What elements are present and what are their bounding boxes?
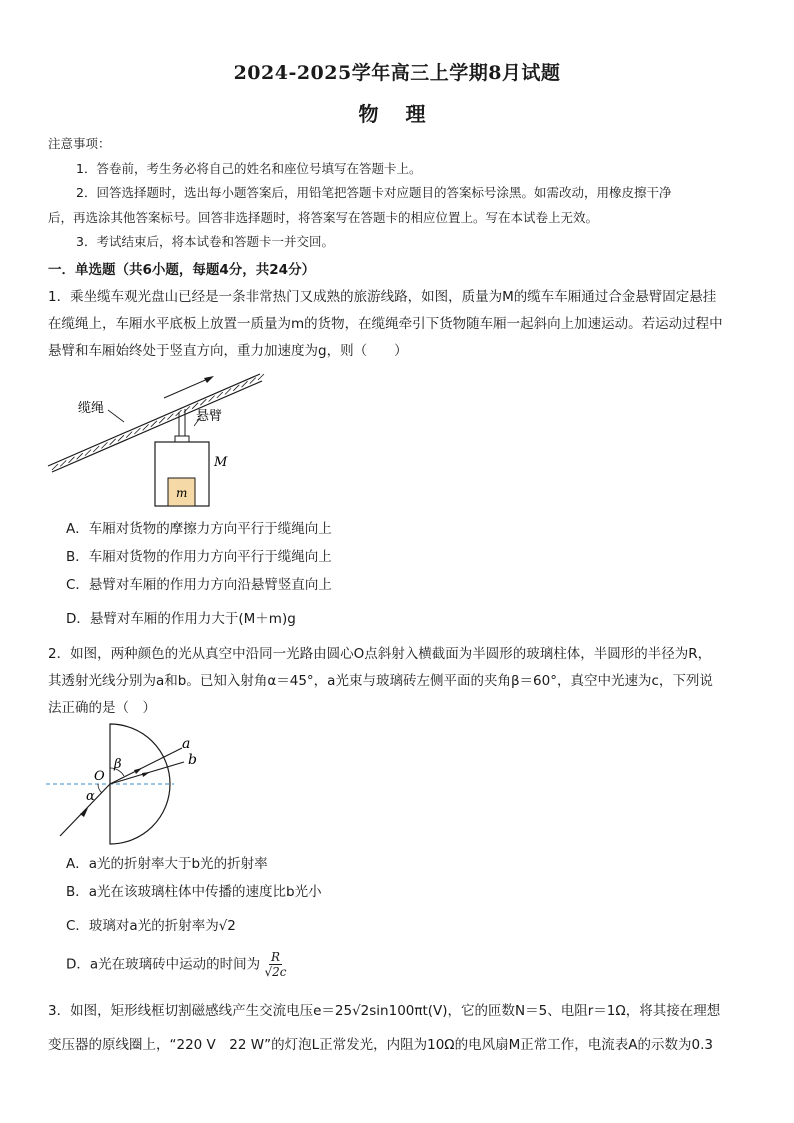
option-d-text: D．a光在玻璃砖中运动的时间为 [66, 956, 261, 973]
ray-b-label: b [188, 752, 197, 768]
rope-hatch [68, 457, 74, 463]
center-o-label: O [94, 769, 105, 784]
notice-item: 3．考试结束后，将本试卷和答题卡一并交回。 [76, 234, 334, 249]
option-b: B．车厢对货物的作用力方向平行于缆绳向上 [66, 549, 332, 565]
question-line: 变压器的原线圈上，“220 V 22 W”的灯泡L正常发光，内阻为10Ω的电风扇M正常工作，电流表A的示数为0.3 [48, 1037, 713, 1053]
question-line: 法正确的是（ ） [48, 700, 156, 716]
angle-alpha-label: α [86, 789, 95, 804]
cargo-label: m [176, 486, 188, 500]
notice-heading: 注意事项： [48, 136, 111, 151]
cabin-label: M [214, 455, 228, 470]
glass-semicircle-figure [44, 718, 214, 846]
rope-label: 缆绳 [78, 401, 105, 416]
option-d [66, 950, 286, 979]
option-c: C．悬臂对车厢的作用力方向沿悬臂竖直向上 [66, 577, 332, 593]
rope-hatch [93, 446, 99, 452]
rope-hatch [143, 424, 149, 430]
exam-subject: 物 理 [358, 102, 436, 126]
notice-block [48, 132, 748, 255]
notice-item: 2．回答选择题时，选出每小题答案后，用铅笔把答题卡对应题目的答案标号涂黑。如需改动，用橡皮擦干净 [76, 185, 672, 200]
option-b: B．a光在该玻璃柱体中传播的速度比b光小 [66, 884, 322, 900]
arm-label: 悬臂 [196, 409, 223, 424]
question-3-stem [48, 994, 748, 1062]
rope-hatch [77, 453, 83, 459]
fraction-numerator: R [270, 950, 280, 964]
question-line: 2．如图，两种颜色的光从真空中沿同一光路由圆心O点斜射入横截面为半圆形的玻璃柱体，半圆形的半径为R， [48, 646, 712, 662]
ray-a-label: a [182, 736, 191, 752]
question-2-stem [48, 641, 748, 722]
notice-item: 1．答卷前，考生务必将自己的姓名和座位号填写在答题卡上。 [76, 160, 422, 176]
rope-hatch [101, 442, 107, 448]
option-a: A．a光的折射率大于b光的折射率 [66, 856, 268, 872]
cable-car-figure [44, 366, 274, 514]
question-line: 悬臂和车厢始终处于竖直方向，重力加速度为g，则（ ） [48, 343, 408, 359]
question-line: 1．乘坐缆车观光盘山已经是一条非常热门又成熟的旅游线路，如图，质量为M的缆车车厢通过合金悬臂固定悬挂 [48, 289, 717, 305]
rope-hatch [85, 450, 91, 456]
rope-hatch [167, 414, 173, 420]
question-line: 其透射光线分别为a和b。已知入射角α＝45°，a光束与玻璃砖左侧平面的夹角β＝60°，真空中光速为c，下列说 [48, 673, 713, 689]
rope-hatch [110, 439, 116, 445]
fraction-denominator: √2c [264, 965, 287, 979]
option-c: C．玻璃对a光的折射率为√2 [66, 918, 236, 934]
question-line: 3．如图，矩形线框切割磁感线产生交流电压e＝25√2sin100πt(V)，它的匝数N＝5、电阻r＝1Ω，将其接在理想 [48, 1003, 721, 1019]
rope-hatch [151, 421, 157, 427]
question-line: 在缆绳上，车厢水平底板上放置一质量为m的货物，在缆绳牵引下货物随车厢一起斜向上加速运动。若运动过程中 [48, 316, 723, 332]
rope-hatch [52, 464, 58, 470]
fraction [264, 950, 286, 979]
option-a: A．车厢对货物的摩擦力方向平行于缆绳向上 [66, 521, 332, 537]
rope-hatch [118, 435, 124, 441]
rope-hatch [60, 460, 66, 466]
rope-hatch [159, 417, 165, 423]
notice-item: 后，再选涂其他答案标号。回答非选择题时，将答案写在答题卡的相应位置上。写在本试卷上无效。 [48, 209, 599, 225]
angle-beta-label: β [114, 757, 122, 772]
rope-hatch [134, 428, 140, 434]
option-d: D．悬臂对车厢的作用力大于(M＋m)g [66, 611, 296, 627]
exam-title: 2024-2025学年高三上学期8月试题 [233, 62, 561, 84]
question-1-stem [48, 284, 748, 365]
rope-hatch [126, 432, 132, 438]
section-heading: 一．单选题（共6小题，每题4分，共24分） [48, 262, 316, 278]
